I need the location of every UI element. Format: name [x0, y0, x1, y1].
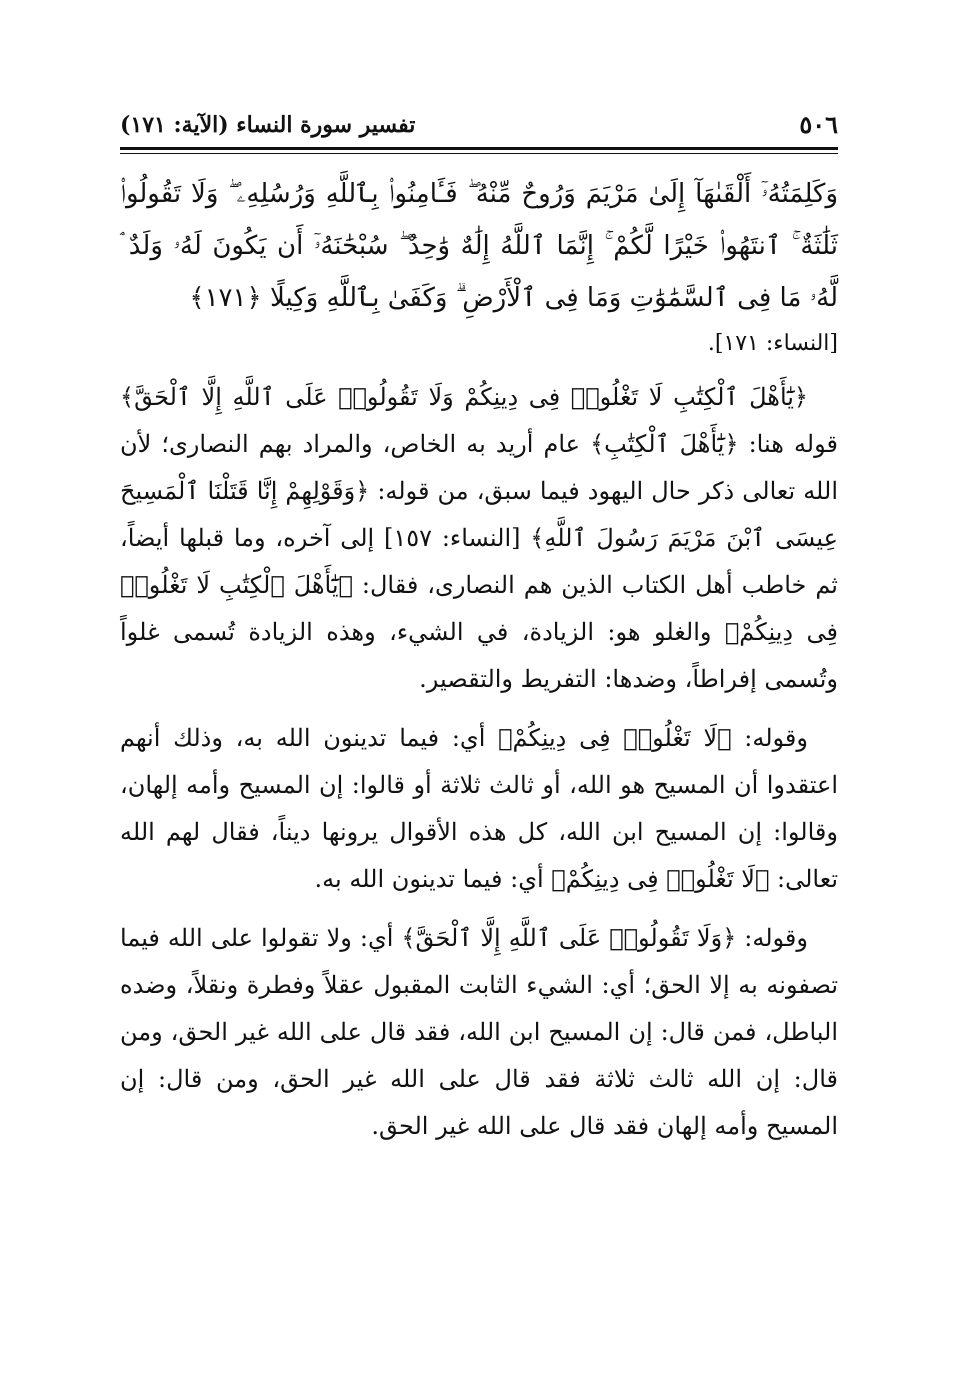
page-number: ٥٠٦	[799, 110, 838, 139]
running-title: تفسير سورة النساء (الآية: ١٧١)	[120, 112, 416, 138]
header-rule-thin	[120, 153, 838, 154]
body-text	[120, 168, 838, 1150]
paragraph-2: وقوله: ﴿لَا تَغْلُوا۟ فِى دِينِكُمْ﴾ أي: فيما تدينون الله به، وذلك أنهم اعتقدوا أن المسيح هو الله، أو ثالث ثلاثة أو قالوا: إن المسيح وأمه إلهان، وقالوا: إن المسيح ابن الله، كل هذه الأقوال يرونها ديناً، فقال لهم الله تعالى: ﴿لَا تَغْلُوا۟ فِى دِينِكُمْ﴾ أي: فيما تدينون الله به.	[120, 724, 838, 893]
verse-citation: [النساء: ١٧١].	[707, 331, 838, 356]
paragraph-1: ﴿يَٰٓأَهْلَ ٱلْكِتَٰبِ لَا تَغْلُوا۟ فِى دِينِكُمْ وَلَا تَقُولُوا۟ عَلَى ٱللَّهِ إِلَّا ٱلْحَقَّ﴾ قوله هنا: ﴿يَٰٓأَهْلَ ٱلْكِتَٰبِ﴾ عام أريد به الخاص، والمراد بهم النصارى؛ لأن الله تعالى ذكر حال اليهود فيما سبق، من قوله: ﴿وَقَوْلِهِمْ إِنَّا قَتَلْنَا ٱلْمَسِيحَ عِيسَى ٱبْنَ مَرْيَمَ رَسُولَ ٱللَّهِ﴾ [النساء: ١٥٧] إلى آخره، وما قبلها أيضاً، ثم خاطب أهل الكتاب الذين هم النصارى، فقال: ﴿يَٰٓأَهْلَ ٱلْكِتَٰبِ لَا تَغْلُوا۟ فِى دِينِكُمْ﴾ والغلو هو: الزيادة، في الشيء، وهذه الزيادة تُسمى غلواً وتُسمى إفراطاً، وضدها: التفريط والتقصير.	[120, 383, 838, 693]
paragraph-3: وقوله: ﴿وَلَا تَقُولُوا۟ عَلَى ٱللَّهِ إِلَّا ٱلْحَقَّ﴾ أي: ولا تقولوا على الله فيما تصفونه به إلا الحق؛ أي: الشيء الثابت المقبول عقلاً وفطرة ونقلاً، وضده الباطل، فمن قال: إن المسيح ابن الله، فقد قال على الله غير الحق، ومن قال: إن الله ثالث ثلاثة فقد قال على الله غير الحق، ومن قال: إن المسيح وأمه إلهان فقد قال على الله غير الحق.	[120, 924, 838, 1140]
header-rule-thick	[120, 147, 838, 150]
page-header	[120, 110, 838, 144]
quran-verse: وَكَلِمَتُهُۥٓ أَلْقَىٰهَآ إِلَىٰ مَرْيَمَ وَرُوحٌ مِّنْهُ ۖ فَـَٔامِنُوا۟ بِٱللَّهِ وَرُسُلِهِۦ ۖ وَلَا تَقُولُوا۟ ثَلَٰثَةٌ ۚ ٱنتَهُوا۟ خَيْرًا لَّكُمْ ۚ إِنَّمَا ٱللَّهُ إِلَٰهٌ وَٰحِدٌ ۖ سُبْحَٰنَهُۥٓ أَن يَكُونَ لَهُۥ وَلَدٌ ۘ لَّهُۥ مَا فِى ٱلسَّمَٰوَٰتِ وَمَا فِى ٱلْأَرْضِ ۗ وَكَفَىٰ بِٱللَّهِ وَكِيلًا ﴿١٧١﴾	[120, 179, 838, 313]
